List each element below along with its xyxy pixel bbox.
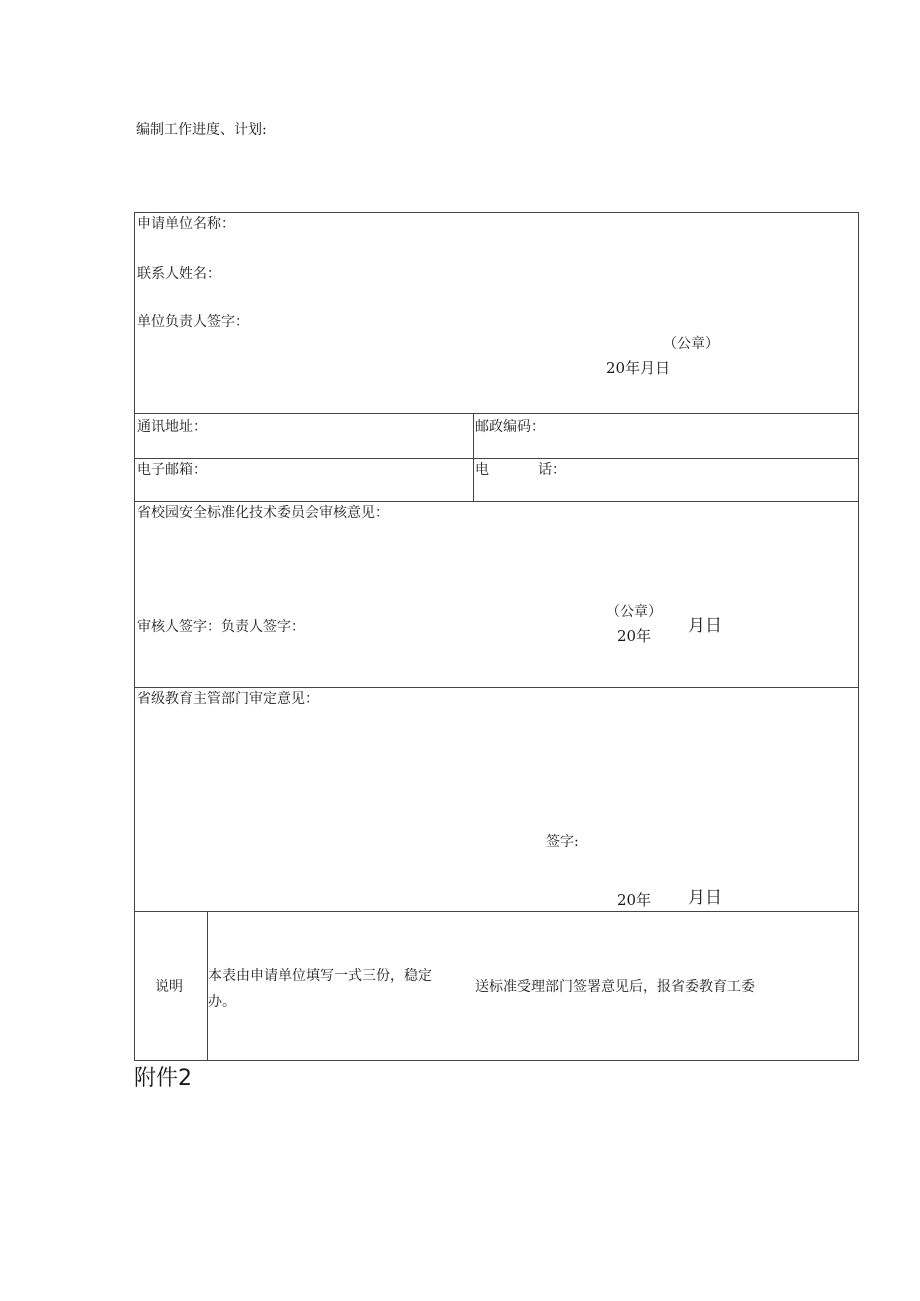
applicant-seal-text: （公章）	[663, 336, 719, 352]
authority-date-year: 20年	[617, 891, 652, 909]
contact-name-label: 联系人姓名：	[137, 266, 221, 282]
email-label: 电子邮箱：	[137, 462, 207, 478]
committee-date-year: 20年	[617, 627, 652, 645]
application-form-table	[134, 212, 859, 1061]
attachment-label: 附件2	[134, 1066, 192, 1091]
postcode-label: 邮政编码：	[475, 419, 545, 435]
divider-contact-middle	[473, 413, 474, 501]
authority-opinion-label: 省级教育主管部门审定意见：	[137, 691, 319, 707]
phone-label-part2: 话：	[538, 462, 566, 478]
phone-label-part1: 电	[475, 462, 489, 478]
address-label: 通讯地址：	[137, 419, 207, 435]
notes-line1-left: 本表由申请单位填写一式三份，稳定	[208, 968, 432, 984]
committee-signers-label: 审核人签字：负责人签字：	[137, 619, 305, 635]
notes-line1-right: 送标准受理部门签署意见后，报省委教育工委	[475, 979, 755, 995]
divider-committee-bottom	[135, 687, 858, 688]
unit-name-label: 申请单位名称：	[137, 216, 235, 232]
committee-date-month-day: 月日	[688, 616, 722, 636]
divider-authority-bottom	[135, 911, 858, 912]
applicant-date-text: 20年月日	[606, 359, 671, 377]
unit-head-sign-label: 单位负责人签字：	[137, 314, 249, 330]
committee-opinion-label: 省校园安全标准化技术委员会审核意见：	[137, 505, 389, 521]
authority-date-month-day: 月日	[688, 888, 722, 908]
divider-applicant-bottom	[135, 413, 858, 414]
divider-contact-bottom	[135, 501, 858, 502]
notes-header: 说明	[155, 979, 183, 995]
committee-seal-text: （公章）	[606, 604, 662, 620]
work-plan-label: 编制工作进度、计划:	[136, 122, 267, 138]
divider-address-bottom	[135, 458, 858, 459]
authority-sign-label: 签字:	[546, 834, 579, 850]
notes-line2-left: 办。	[208, 994, 236, 1010]
divider-notes-header	[207, 911, 208, 1060]
